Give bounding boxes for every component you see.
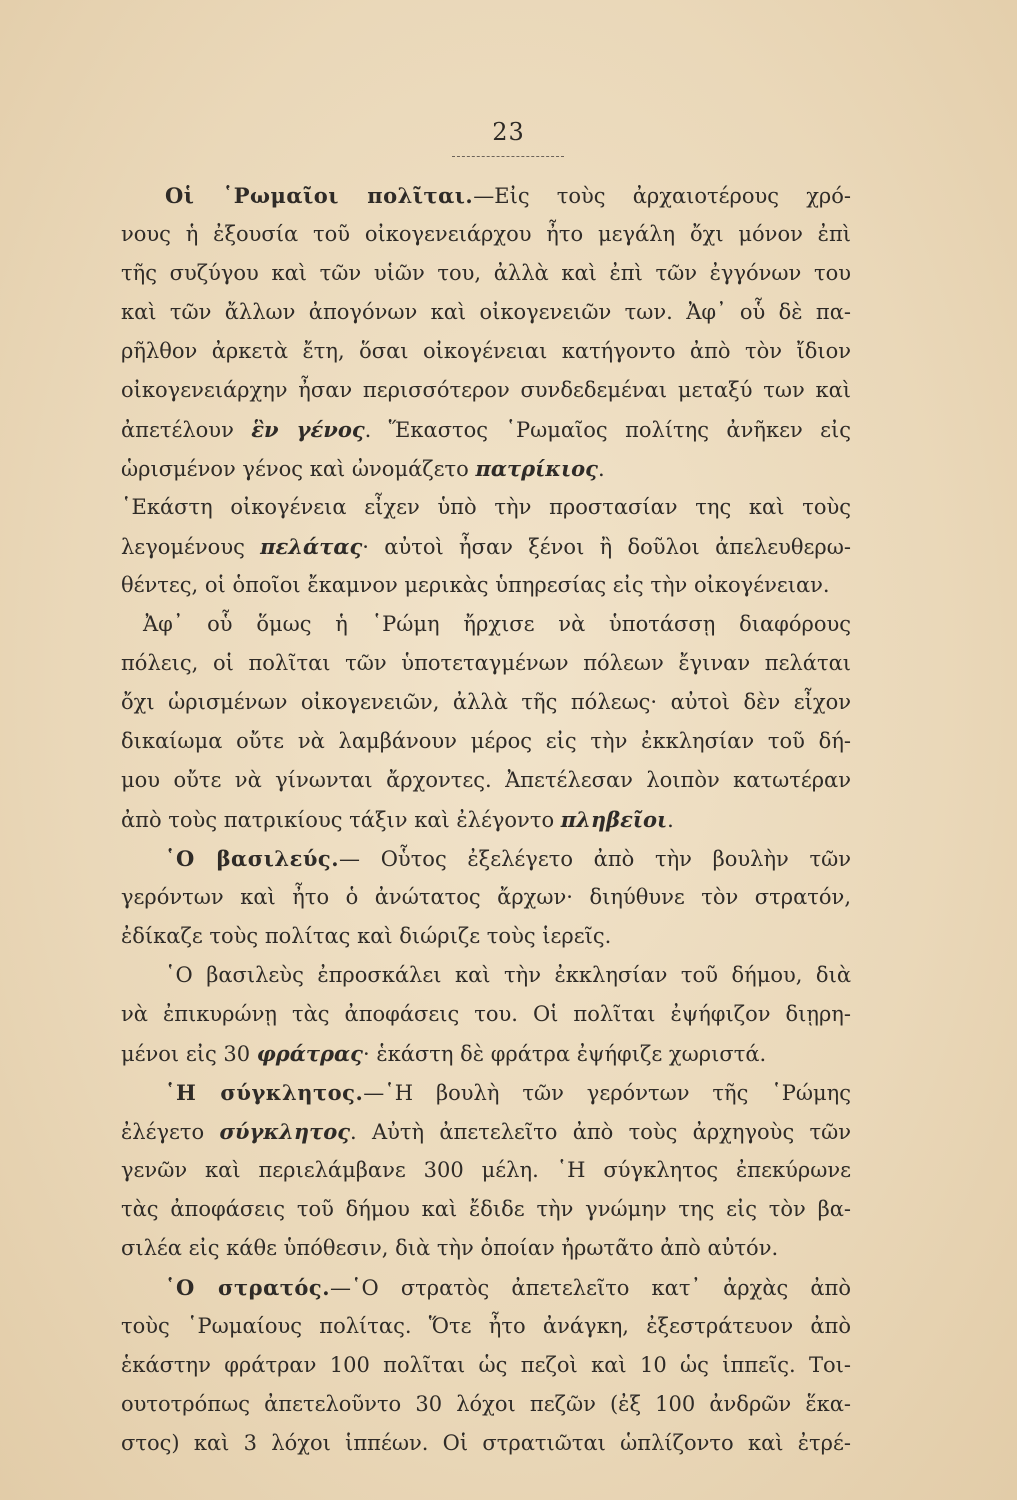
text-run: μένοι εἰς 30 bbox=[121, 1042, 257, 1066]
text-line bbox=[121, 761, 851, 800]
text-line bbox=[121, 1385, 851, 1424]
paragraph-romans-citizens bbox=[121, 176, 851, 488]
text-line bbox=[121, 605, 851, 644]
text-line bbox=[121, 488, 851, 527]
text-line bbox=[121, 1034, 851, 1073]
text-run: —῾Η βουλὴ τῶν γερόντων τῆς ῾Ρώμης bbox=[363, 1081, 851, 1105]
section-heading: Οἱ ῾Ρωμαῖοι πολῖται. bbox=[165, 183, 474, 208]
text-line bbox=[121, 215, 851, 254]
text-line bbox=[121, 176, 851, 215]
paragraph-clients bbox=[121, 488, 851, 605]
text-line bbox=[121, 1346, 851, 1385]
text-line bbox=[121, 800, 851, 839]
text-run: ῾Ο βασιλεὺς ἐπροσκάλει καὶ τὴν ἐκκλησίαν τοῦ δήμου, διὰ bbox=[165, 963, 851, 987]
emphasized-term: σύγκλητος bbox=[219, 1119, 351, 1144]
text-line bbox=[121, 527, 851, 566]
text-run: —Εἰς τοὺς ἀρχαιοτέρους χρό- bbox=[473, 184, 851, 208]
text-line bbox=[121, 917, 851, 956]
text-run: τὰς ἀποφάσεις τοῦ δήμου καὶ ἔδιδε τὴν γνώμην της εἰς τὸν βα- bbox=[121, 1197, 851, 1221]
text-run: καὶ τῶν ἄλλων ἀπογόνων καὶ οἰκογενειῶν των. Ἀφ᾽ οὗ δὲ πα- bbox=[121, 300, 851, 324]
text-run: · ἑκάστη δὲ φράτρα ἐψήφιζε χωριστά. bbox=[362, 1042, 767, 1066]
paragraph-king bbox=[121, 839, 851, 956]
text-line bbox=[121, 332, 851, 371]
text-line bbox=[121, 1424, 851, 1463]
emphasized-term: πατρίκιος bbox=[475, 456, 598, 481]
text-line bbox=[121, 644, 851, 683]
text-line bbox=[121, 1190, 851, 1229]
text-run: οἰκογενειάρχην ἦσαν περισσότερον συνδεδεμέναι μεταξύ των καὶ bbox=[121, 378, 851, 402]
text-line bbox=[121, 839, 851, 878]
paragraph-army bbox=[121, 1268, 851, 1463]
text-line bbox=[121, 371, 851, 410]
text-line bbox=[121, 1112, 851, 1151]
text-line bbox=[121, 995, 851, 1034]
text-run: λεγομένους bbox=[121, 535, 261, 559]
text-line bbox=[121, 566, 851, 605]
text-run: τῆς συζύγου καὶ τῶν υἱῶν του, ἀλλὰ καὶ ἐπὶ τῶν ἐγγόνων του bbox=[121, 261, 851, 285]
emphasized-term: φράτρας bbox=[256, 1041, 363, 1066]
text-run: —῾Ο στρατὸς ἀπετελεῖτο κατ᾽ ἀρχὰς ἀπὸ bbox=[330, 1276, 851, 1300]
text-run: ὡρισμένον γένος καὶ ὠνομάζετο bbox=[121, 457, 476, 481]
text-run: Ἀφ᾽ οὗ ὅμως ἡ ῾Ρώμη ἤρχισε νὰ ὑποτάσσῃ διαφόρους bbox=[143, 612, 851, 636]
text-run: ἑκάστην φράτραν 100 πολῖται ὡς πεζοὶ καὶ 10 ὡς ἱππεῖς. Τοι- bbox=[121, 1353, 851, 1377]
body-text bbox=[121, 176, 851, 1463]
text-line bbox=[121, 449, 851, 488]
text-run: — Οὗτος ἐξελέγετο ἀπὸ τὴν βουλὴν τῶν bbox=[339, 847, 851, 871]
text-run: ἐλέγετο bbox=[121, 1120, 220, 1144]
paragraph-plebeians bbox=[121, 605, 851, 839]
text-run: ἐδίκαζε τοὺς πολίτας καὶ διώριζε τοὺς ἱερεῖς. bbox=[121, 924, 612, 948]
text-line bbox=[121, 410, 851, 449]
text-run: . bbox=[597, 457, 605, 481]
text-run: ὄχι ὡρισμένων οἰκογενειῶν, ἀλλὰ τῆς πόλεως· αὐτοὶ δὲν εἶχον bbox=[121, 690, 851, 714]
page-number-rule bbox=[452, 156, 564, 157]
paragraph-king-assembly bbox=[121, 956, 851, 1073]
text-run: νους ἡ ἐξουσία τοῦ οἰκογενειάρχου ἦτο μεγάλη ὄχι μόνον ἐπὶ bbox=[121, 222, 851, 246]
text-run: γερόντων καὶ ἦτο ὁ ἀνώτατος ἄρχων· διηύθυνε τὸν στρατόν, bbox=[121, 885, 851, 909]
text-line bbox=[121, 956, 851, 995]
text-line bbox=[121, 1229, 851, 1268]
emphasized-term: ἓν γένος bbox=[251, 417, 365, 442]
text-line bbox=[121, 683, 851, 722]
paragraph-senate bbox=[121, 1073, 851, 1268]
text-line bbox=[121, 878, 851, 917]
text-line bbox=[121, 1268, 851, 1307]
text-run: μου οὔτε νὰ γίνωνται ἄρχοντες. Ἀπετέλεσαν λοιπὸν κατωτέραν bbox=[121, 768, 851, 792]
page-number: 23 bbox=[492, 118, 525, 146]
section-heading: ῾Ο στρατός. bbox=[165, 1275, 330, 1300]
text-run: ἀπετέλουν bbox=[121, 418, 252, 442]
text-run: γενῶν καὶ περιελάμβανε 300 μέλη. ῾Η σύγκλητος ἐπεκύρωνε bbox=[121, 1158, 851, 1182]
text-line bbox=[121, 1073, 851, 1112]
text-run: ρῆλθον ἀρκετὰ ἔτη, ὅσαι οἰκογένειαι κατήγοντο ἀπὸ τὸν ἴδιον bbox=[121, 339, 851, 363]
text-run: πόλεις, οἱ πολῖται τῶν ὑποτεταγμένων πόλεων ἔγιναν πελάται bbox=[121, 651, 851, 675]
text-run: . bbox=[667, 808, 674, 832]
emphasized-term: πληβεῖοι bbox=[560, 807, 668, 832]
section-heading: ῾Η σύγκλητος. bbox=[165, 1080, 364, 1105]
text-run: σιλέα εἰς κάθε ὑπόθεσιν, διὰ τὴν ὁποίαν ἠρωτᾶτο ἀπὸ αὐτόν. bbox=[121, 1236, 779, 1260]
text-run: δικαίωμα οὔτε νὰ λαμβάνουν μέρος εἰς τὴν ἐκκλησίαν τοῦ δή- bbox=[121, 729, 851, 753]
text-line bbox=[121, 1307, 851, 1346]
text-line bbox=[121, 1151, 851, 1190]
text-run: ῾Εκάστη οἰκογένεια εἶχεν ὑπὸ τὴν προστασίαν της καὶ τοὺς bbox=[121, 495, 851, 519]
text-line bbox=[121, 722, 851, 761]
text-run: · αὐτοὶ ἦσαν ξένοι ἢ δοῦλοι ἀπελευθερω- bbox=[362, 535, 851, 559]
text-run: τοὺς ῾Ρωμαίους πολίτας. Ὅτε ἦτο ἀνάγκη, ἐξεστράτευον ἀπὸ bbox=[121, 1314, 851, 1338]
text-run: θέντες, οἱ ὁποῖοι ἔκαμνον μερικὰς ὑπηρεσίας εἰς τὴν οἰκογένειαν. bbox=[121, 573, 830, 597]
text-run: . Ἕκαστος ῾Ρωμαῖος πολίτης ἀνῆκεν εἰς bbox=[364, 418, 851, 442]
section-heading: ῾Ο βασιλεύς. bbox=[165, 846, 340, 871]
emphasized-term: πελάτας bbox=[260, 534, 363, 559]
text-run: στος) καὶ 3 λόχοι ἱππέων. Οἱ στρατιῶται ὡπλίζοντο καὶ ἐτρέ- bbox=[121, 1431, 851, 1455]
text-run: . Αὐτὴ ἀπετελεῖτο ἀπὸ τοὺς ἀρχηγοὺς τῶν bbox=[350, 1120, 851, 1144]
text-line bbox=[121, 254, 851, 293]
text-run: ουτοτρόπως ἀπετελοῦντο 30 λόχοι πεζῶν (ἐξ 100 ἀνδρῶν ἕκα- bbox=[121, 1392, 851, 1416]
text-run: ἀπὸ τοὺς πατρικίους τάξιν καὶ ἐλέγοντο bbox=[121, 808, 561, 832]
text-line bbox=[121, 293, 851, 332]
text-run: νὰ ἐπικυρώνῃ τὰς ἀποφάσεις του. Οἱ πολῖται ἐψήφιζον διῃρη- bbox=[121, 1002, 851, 1026]
